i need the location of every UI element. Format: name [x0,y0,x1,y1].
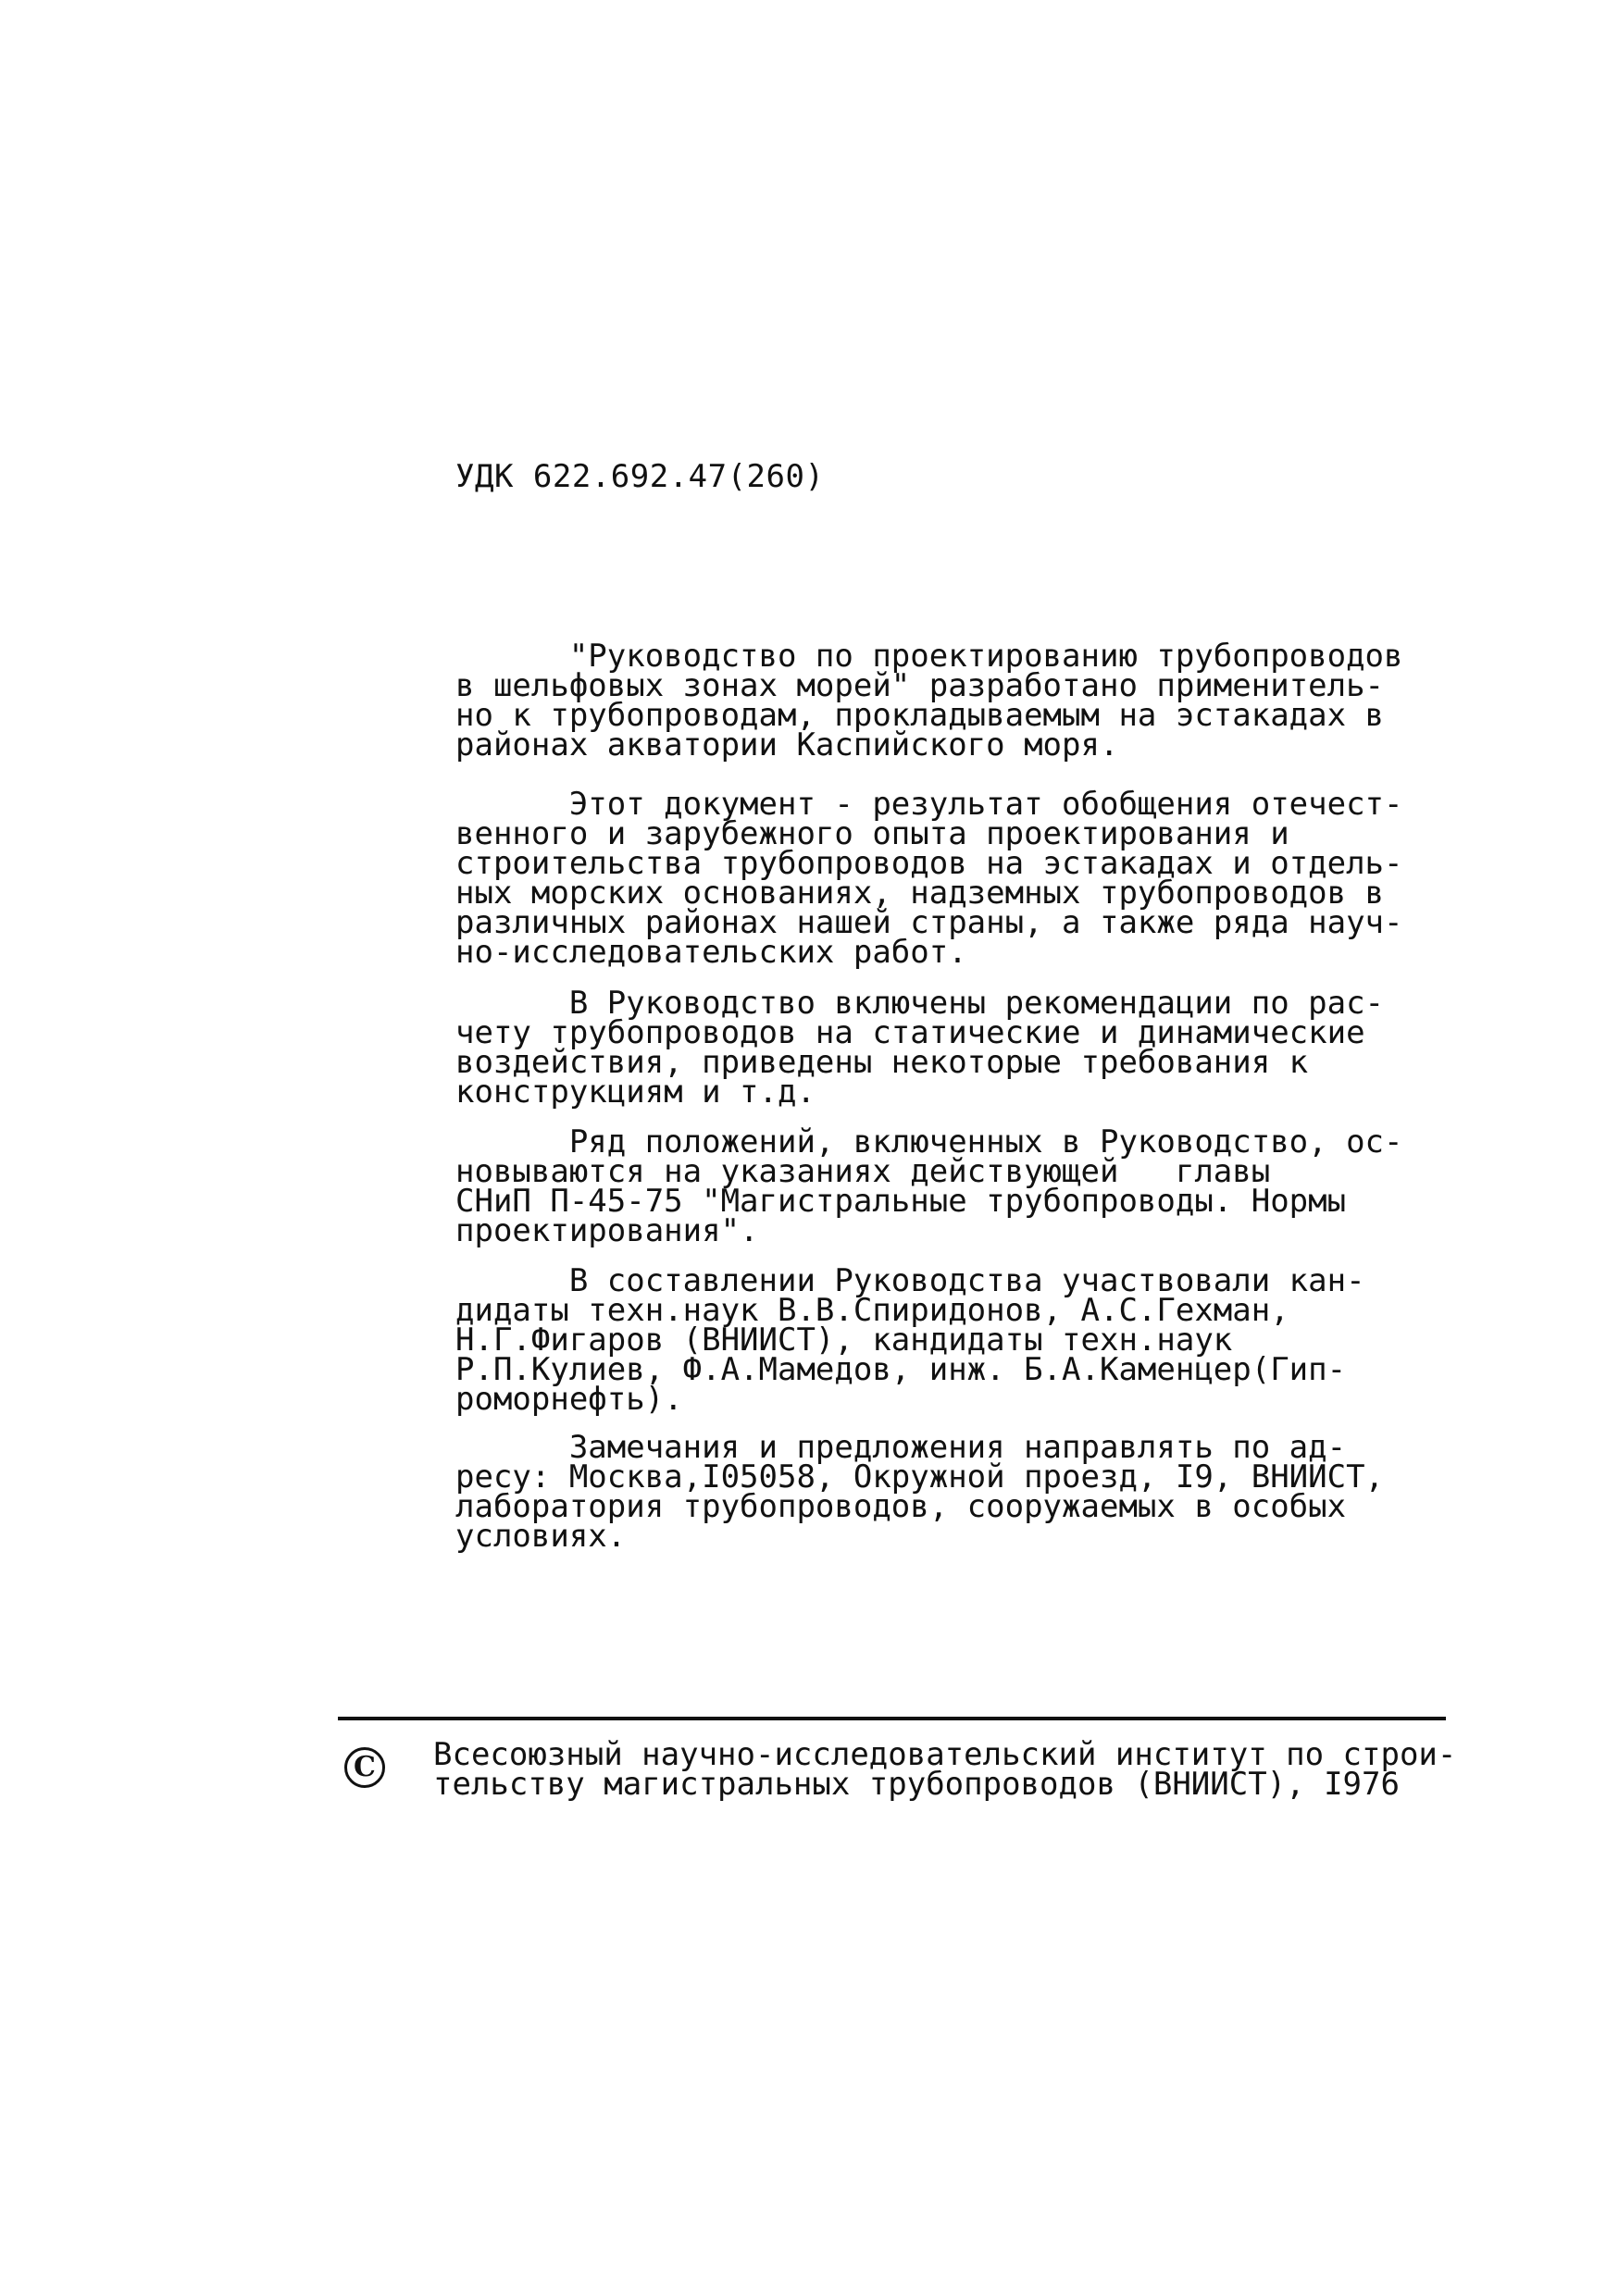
text-line: условиях. [455,1518,627,1555]
text-line: Замечания и предложения направлять по ад- [455,1429,1347,1466]
text-line: "Руководство по проектированию трубопроводов [455,638,1403,675]
footer-divider [338,1717,1446,1720]
text-line: Ряд положений, включенных в Руководство, ос- [455,1123,1403,1160]
text-line: в шельфовых зонах морей" разработано применитель- [455,667,1385,704]
text-line: Этот документ - результат обобщения отечест- [455,786,1403,823]
text-line: но-исследовательских работ. [455,934,967,971]
text-line: различных районах нашей страны, а также ряда науч- [455,904,1403,941]
text-line: ресу: Москва,I05058, Окружной проезд, I9, ВНИИСТ, [455,1458,1385,1496]
text-line: В Руководство включены рекомендации по рас- [455,985,1385,1022]
text-line: ных морских основаниях, надземных трубопроводов в [455,875,1385,912]
text-line: роморнефть). [455,1381,683,1418]
text-line: венного и зарубежного опыта проектирования и [455,815,1289,852]
text-line: В составлении Руководства участвовали кан- [455,1262,1365,1299]
text-line: но к трубопроводам, прокладываемым на эстакадах в [455,697,1385,734]
text-line: новываются на указаниях действующей главы [455,1153,1271,1190]
text-line: районах акватории Каспийского моря. [455,726,1119,763]
footer-copyright-text [433,1736,1457,1803]
text-line: воздействия, приведены некоторые требования к [455,1044,1309,1081]
text-line: Н.Г.Фигаров (ВНИИСТ), кандидаты техн.наук [455,1322,1233,1359]
text-line: строительства трубопроводов на эстакадах и отдель- [455,845,1403,882]
paragraph-contact [455,1429,1390,1555]
text-line: лаборатория трубопроводов, сооружаемых в особых [455,1488,1347,1525]
paragraph-contents [455,985,1390,1111]
footer-line: Всесоюзный научно-исследовательский институт по строи- [433,1736,1457,1773]
text-line: СНиП П-45-75 "Магистральные трубопроводы. Нормы [455,1183,1347,1220]
text-line: конструкциям и т.д. [455,1074,816,1111]
text-line: дидаты техн.наук В.В.Спиридонов, А.С.Гехман, [455,1292,1289,1329]
paragraph-intro [455,638,1403,763]
paragraph-authors [455,1262,1390,1418]
text-line: Р.П.Кулиев, Ф.А.Мамедов, инж. Б.А.Каменцер(Гип- [455,1351,1347,1388]
udc-code: УДК 622.692.47(260) [455,458,825,495]
copyright-icon: C [344,1747,385,1788]
text-line: проектирования". [455,1212,759,1249]
paragraph-summary [455,786,1403,971]
paragraph-snip [455,1123,1403,1249]
text-line: чету трубопроводов на статические и динамические [455,1014,1365,1051]
footer-line: тельству магистральных трубопроводов (ВНИИСТ), I976 [433,1766,1400,1803]
